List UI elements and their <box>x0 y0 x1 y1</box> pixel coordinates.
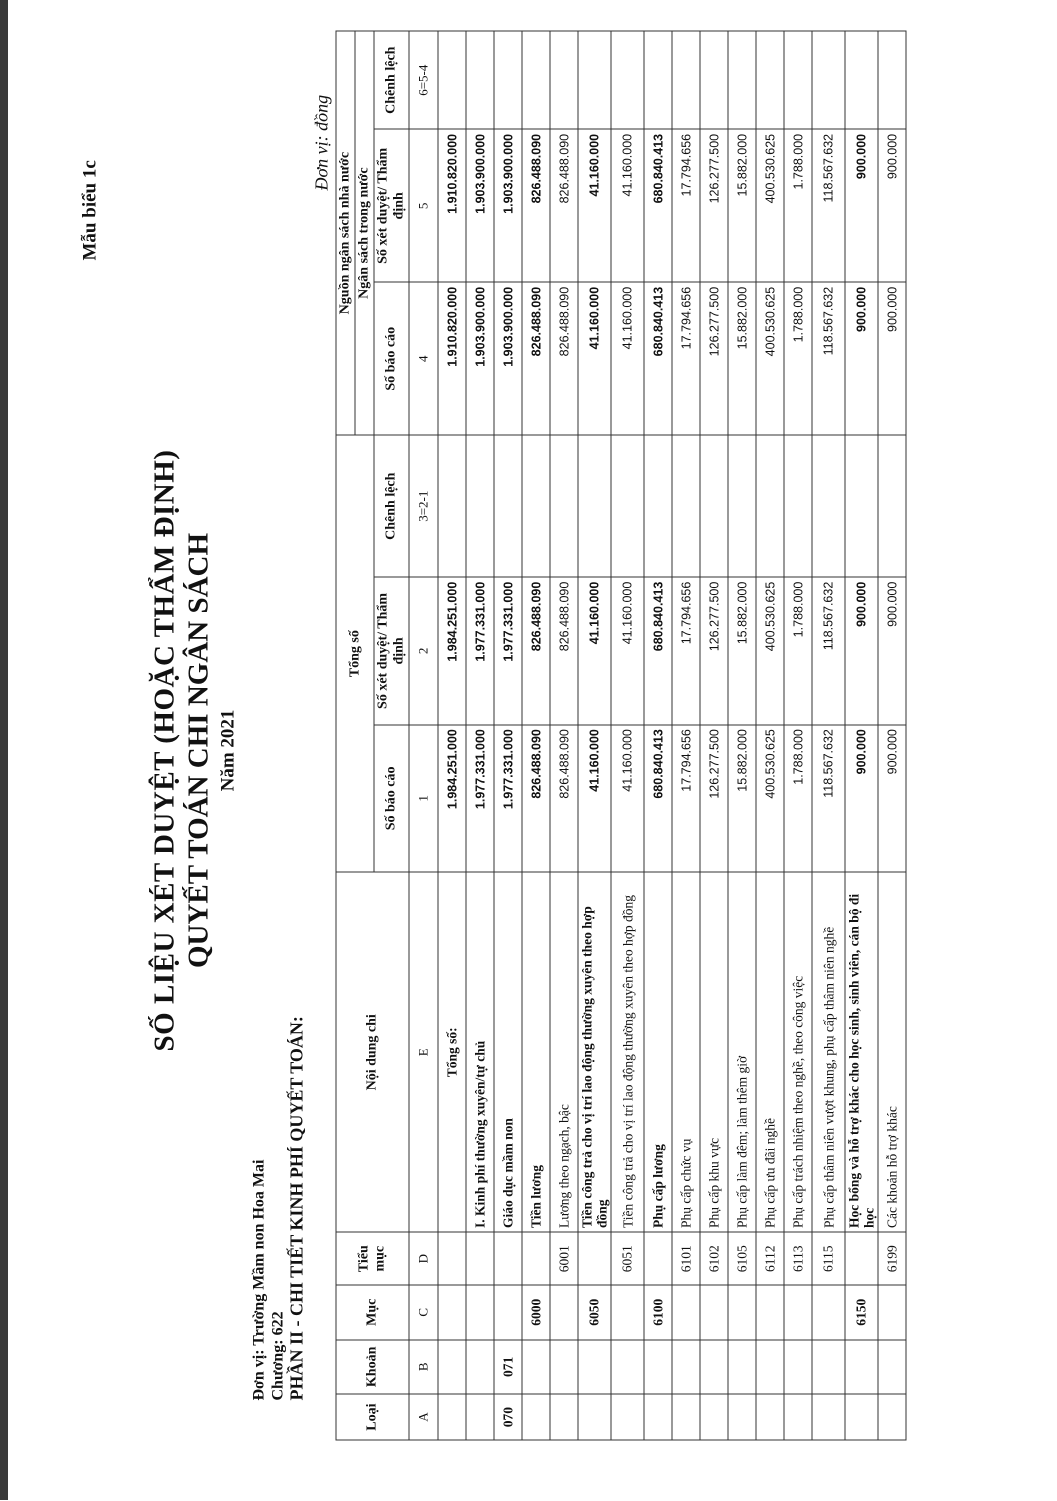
cell-tieu-muc: 6199 <box>878 1233 906 1285</box>
table-row <box>728 31 756 1440</box>
cell-chenh-lech-ns <box>756 31 784 129</box>
cell-bao-cao: 118.567.632 <box>812 725 845 872</box>
cell-khoan <box>756 1340 784 1395</box>
cell-muc: 6150 <box>845 1285 878 1340</box>
cell-tieu-muc: 6101 <box>672 1233 700 1285</box>
cell-muc <box>466 1285 494 1340</box>
cell-loai <box>728 1394 756 1440</box>
cell-tieu-muc <box>438 1233 466 1285</box>
index-cell: C <box>409 1285 438 1340</box>
cell-chenh-lech <box>672 435 700 577</box>
cell-loai <box>644 1394 672 1440</box>
cell-chenh-lech <box>644 435 672 577</box>
col-so-bao-cao: Số báo cáo <box>374 725 409 872</box>
cell-chenh-lech-ns <box>700 31 728 129</box>
cell-xet-duyet-ns: 118.567.632 <box>812 129 845 282</box>
cell-bao-cao-ns: 41.160.000 <box>578 282 611 435</box>
cell-xet-duyet: 900.000 <box>845 577 878 724</box>
cell-chenh-lech-ns <box>438 31 466 129</box>
cell-xet-duyet-ns: 126.277.500 <box>700 129 728 282</box>
cell-chenh-lech <box>728 435 756 577</box>
cell-chenh-lech <box>878 435 906 577</box>
cell-bao-cao: 1.984.251.000 <box>438 725 466 872</box>
cell-muc <box>812 1285 845 1340</box>
cell-xet-duyet: 41.160.000 <box>578 577 611 724</box>
cell-bao-cao: 680.840.413 <box>644 725 672 872</box>
cell-chenh-lech-ns <box>644 31 672 129</box>
cell-chenh-lech <box>784 435 812 577</box>
col-chenh-lech-ns: Chênh lệch <box>374 31 409 129</box>
cell-xet-duyet-ns: 1.910.820.000 <box>438 129 466 282</box>
col-chenh-lech: Chênh lệch <box>374 435 409 577</box>
cell-bao-cao-ns: 1.903.900.000 <box>494 282 522 435</box>
section-title: PHẦN II - CHI TIẾT KINH PHÍ QUYẾT TOÁN: <box>286 1016 307 1401</box>
table-row <box>494 31 522 1440</box>
cell-tieu-muc: 6102 <box>700 1233 728 1285</box>
cell-bao-cao-ns: 680.840.413 <box>644 282 672 435</box>
cell-xet-duyet-ns: 41.160.000 <box>611 129 644 282</box>
cell-xet-duyet: 118.567.632 <box>812 577 845 724</box>
cell-chenh-lech-ns <box>466 31 494 129</box>
col-muc: Mục <box>336 1285 409 1340</box>
cell-xet-duyet: 1.977.331.000 <box>494 577 522 724</box>
unit-info <box>250 1016 307 1400</box>
table-row <box>466 31 494 1440</box>
cell-muc <box>878 1285 906 1340</box>
cell-bao-cao: 900.000 <box>878 725 906 872</box>
cell-bao-cao: 17.794.656 <box>672 725 700 872</box>
index-cell: 2 <box>409 577 438 724</box>
table-row <box>878 31 906 1440</box>
cell-loai <box>578 1394 611 1440</box>
cell-khoan <box>438 1340 466 1395</box>
cell-chenh-lech-ns <box>672 31 700 129</box>
currency-unit: Đơn vị: đồng <box>311 94 332 191</box>
cell-xet-duyet-ns: 900.000 <box>845 129 878 282</box>
cell-muc: 6000 <box>522 1285 550 1340</box>
cell-xet-duyet-ns: 1.903.900.000 <box>494 129 522 282</box>
index-row <box>409 31 438 1440</box>
cell-tieu-muc <box>578 1233 611 1285</box>
cell-chenh-lech-ns <box>812 31 845 129</box>
cell-bao-cao-ns: 118.567.632 <box>812 282 845 435</box>
table-row <box>672 31 700 1440</box>
cell-bao-cao: 126.277.500 <box>700 725 728 872</box>
table-row <box>522 31 550 1440</box>
cell-khoan <box>700 1340 728 1395</box>
table-row <box>644 31 672 1440</box>
table-row <box>784 31 812 1440</box>
year-label: Năm 2021 <box>217 709 239 792</box>
cell-bao-cao-ns: 1.788.000 <box>784 282 812 435</box>
cell-xet-duyet: 680.840.413 <box>644 577 672 724</box>
cell-khoan <box>784 1340 812 1395</box>
cell-loai: 070 <box>494 1394 522 1440</box>
cell-loai <box>756 1394 784 1440</box>
cell-loai <box>466 1394 494 1440</box>
cell-desc: Tiền lương <box>522 872 550 1232</box>
index-cell: 5 <box>409 129 438 282</box>
col-so-xet-duyet: Số xét duyệt/ Thẩm định <box>374 577 409 724</box>
cell-bao-cao-ns: 826.488.090 <box>550 282 578 435</box>
col-ns-trong-nuoc: Ngân sách trong nước <box>355 31 374 435</box>
cell-bao-cao: 400.530.625 <box>756 725 784 872</box>
table-row <box>756 31 784 1440</box>
cell-khoan <box>878 1340 906 1395</box>
cell-bao-cao: 1.977.331.000 <box>494 725 522 872</box>
col-so-xet-duyet-ns: Số xét duyệt/ Thẩm định <box>374 129 409 282</box>
cell-chenh-lech <box>466 435 494 577</box>
table-row <box>812 31 845 1440</box>
cell-loai <box>550 1394 578 1440</box>
cell-muc <box>550 1285 578 1340</box>
cell-xet-duyet: 1.788.000 <box>784 577 812 724</box>
cell-desc: Phụ cấp chức vụ <box>672 872 700 1232</box>
cell-loai <box>700 1394 728 1440</box>
cell-xet-duyet-ns: 826.488.090 <box>550 129 578 282</box>
cell-khoan <box>522 1340 550 1395</box>
cell-desc: Các khoản hỗ trợ khác <box>878 872 906 1232</box>
cell-desc: Học bổng và hỗ trợ khác cho học sinh, sinh viên, cán bộ đi học <box>845 872 878 1232</box>
cell-chenh-lech-ns <box>878 31 906 129</box>
cell-bao-cao-ns: 826.488.090 <box>522 282 550 435</box>
cell-chenh-lech-ns <box>550 31 578 129</box>
index-cell: 6=5-4 <box>409 31 438 129</box>
cell-tieu-muc: 6115 <box>812 1233 845 1285</box>
cell-xet-duyet-ns: 400.530.625 <box>756 129 784 282</box>
cell-muc: 6100 <box>644 1285 672 1340</box>
col-tieu-muc: Tiểu mục <box>336 1233 409 1285</box>
cell-khoan: 071 <box>494 1340 522 1395</box>
table-row <box>611 31 644 1440</box>
cell-loai <box>878 1394 906 1440</box>
title-block <box>148 1 242 1501</box>
chapter-label: Chương: 622 <box>269 1311 287 1401</box>
cell-muc <box>728 1285 756 1340</box>
cell-chenh-lech <box>611 435 644 577</box>
table-row <box>438 31 466 1440</box>
cell-bao-cao: 1.977.331.000 <box>466 725 494 872</box>
cell-chenh-lech <box>494 435 522 577</box>
cell-tieu-muc <box>522 1233 550 1285</box>
cell-muc <box>611 1285 644 1340</box>
cell-bao-cao-ns: 900.000 <box>878 282 906 435</box>
cell-xet-duyet-ns: 900.000 <box>878 129 906 282</box>
cell-bao-cao: 41.160.000 <box>578 725 611 872</box>
cell-bao-cao-ns: 1.910.820.000 <box>438 282 466 435</box>
cell-xet-duyet: 15.882.000 <box>728 577 756 724</box>
table-row <box>578 31 611 1440</box>
cell-xet-duyet: 826.488.090 <box>550 577 578 724</box>
table-row <box>700 31 728 1440</box>
cell-muc <box>672 1285 700 1340</box>
cell-desc: Tổng số: <box>438 872 466 1232</box>
cell-tieu-muc <box>845 1233 878 1285</box>
cell-xet-duyet: 126.277.500 <box>700 577 728 724</box>
cell-desc: Phụ cấp thâm niên vượt khung, phụ cấp thâm niên nghề <box>812 872 845 1232</box>
cell-xet-duyet-ns: 17.794.656 <box>672 129 700 282</box>
cell-tieu-muc: 6112 <box>756 1233 784 1285</box>
cell-muc <box>784 1285 812 1340</box>
cell-bao-cao-ns: 15.882.000 <box>728 282 756 435</box>
cell-bao-cao: 826.488.090 <box>522 725 550 872</box>
cell-desc: Giáo dục mầm non <box>494 872 522 1232</box>
cell-xet-duyet: 17.794.656 <box>672 577 700 724</box>
cell-chenh-lech-ns <box>578 31 611 129</box>
cell-chenh-lech-ns <box>845 31 878 129</box>
col-so-bao-cao-ns: Số báo cáo <box>374 282 409 435</box>
cell-muc <box>700 1285 728 1340</box>
cell-bao-cao: 900.000 <box>845 725 878 872</box>
cell-desc: Phụ cấp khu vực <box>700 872 728 1232</box>
cell-loai <box>672 1394 700 1440</box>
index-cell: 1 <box>409 725 438 872</box>
cell-desc: Phụ cấp lương <box>644 872 672 1232</box>
cell-xet-duyet-ns: 41.160.000 <box>578 129 611 282</box>
cell-xet-duyet-ns: 826.488.090 <box>522 129 550 282</box>
cell-bao-cao: 1.788.000 <box>784 725 812 872</box>
title-line-2: QUYẾT TOÁN CHI NGÂN SÁCH <box>182 532 215 969</box>
cell-tieu-muc <box>644 1233 672 1285</box>
form-code: Mẫu biểu 1c <box>79 160 101 261</box>
cell-khoan <box>550 1340 578 1395</box>
cell-desc: Tiền công trả cho vị trí lao động thường xuyên theo hợp đồng <box>578 872 611 1232</box>
cell-loai <box>438 1394 466 1440</box>
index-cell: 4 <box>409 282 438 435</box>
cell-tieu-muc: 6001 <box>550 1233 578 1285</box>
cell-desc: I. Kinh phí thường xuyên/tự chủ <box>466 872 494 1232</box>
col-nguon-nsnn: Nguồn ngân sách nhà nước <box>336 31 355 435</box>
cell-tieu-muc: 6113 <box>784 1233 812 1285</box>
cell-khoan <box>728 1340 756 1395</box>
cell-chenh-lech-ns <box>784 31 812 129</box>
cell-tieu-muc <box>494 1233 522 1285</box>
cell-chenh-lech <box>812 435 845 577</box>
cell-chenh-lech <box>756 435 784 577</box>
cell-bao-cao: 826.488.090 <box>550 725 578 872</box>
col-tong-so: Tổng số <box>336 435 374 872</box>
cell-xet-duyet-ns: 15.882.000 <box>728 129 756 282</box>
cell-bao-cao-ns: 1.903.900.000 <box>466 282 494 435</box>
cell-chenh-lech-ns <box>494 31 522 129</box>
cell-tieu-muc <box>466 1233 494 1285</box>
index-cell: B <box>409 1340 438 1395</box>
settlement-table <box>336 31 907 1441</box>
rotated-page <box>0 1 1057 1501</box>
cell-desc: Tiền công trả cho vị trí lao động thường xuyên theo hợp đồng <box>611 872 644 1232</box>
cell-tieu-muc: 6105 <box>728 1233 756 1285</box>
cell-xet-duyet-ns: 1.903.900.000 <box>466 129 494 282</box>
col-noi-dung: Nội dung chi <box>336 872 409 1232</box>
cell-xet-duyet: 1.977.331.000 <box>466 577 494 724</box>
cell-loai <box>522 1394 550 1440</box>
cell-chenh-lech <box>845 435 878 577</box>
cell-loai <box>611 1394 644 1440</box>
cell-xet-duyet: 1.984.251.000 <box>438 577 466 724</box>
cell-bao-cao-ns: 900.000 <box>845 282 878 435</box>
cell-muc <box>438 1285 466 1340</box>
cell-xet-duyet-ns: 680.840.413 <box>644 129 672 282</box>
table-row <box>845 31 878 1440</box>
cell-xet-duyet: 400.530.625 <box>756 577 784 724</box>
cell-muc: 6050 <box>578 1285 611 1340</box>
cell-chenh-lech-ns <box>728 31 756 129</box>
cell-chenh-lech <box>700 435 728 577</box>
cell-khoan <box>845 1340 878 1395</box>
title-line-1: SỐ LIỆU XÉT DUYỆT (HOẶC THẨM ĐỊNH) <box>148 449 181 1052</box>
cell-bao-cao-ns: 400.530.625 <box>756 282 784 435</box>
cell-chenh-lech-ns <box>522 31 550 129</box>
index-cell: 3=2-1 <box>409 435 438 577</box>
cell-bao-cao-ns: 17.794.656 <box>672 282 700 435</box>
cell-bao-cao: 15.882.000 <box>728 725 756 872</box>
cell-bao-cao-ns: 41.160.000 <box>611 282 644 435</box>
cell-chenh-lech <box>522 435 550 577</box>
cell-xet-duyet: 41.160.000 <box>611 577 644 724</box>
cell-khoan <box>812 1340 845 1395</box>
cell-chenh-lech <box>438 435 466 577</box>
cell-chenh-lech <box>550 435 578 577</box>
cell-khoan <box>672 1340 700 1395</box>
col-khoan: Khoản <box>336 1340 409 1395</box>
cell-chenh-lech-ns <box>611 31 644 129</box>
cell-tieu-muc: 6051 <box>611 1233 644 1285</box>
cell-loai <box>812 1394 845 1440</box>
cell-desc: Lương theo ngạch, bậc <box>550 872 578 1232</box>
index-cell: D <box>409 1233 438 1285</box>
cell-khoan <box>578 1340 611 1395</box>
cell-bao-cao-ns: 126.277.500 <box>700 282 728 435</box>
cell-muc <box>494 1285 522 1340</box>
col-loai: Loại <box>336 1394 409 1440</box>
cell-loai <box>845 1394 878 1440</box>
index-cell: A <box>409 1394 438 1440</box>
table-row <box>550 31 578 1440</box>
cell-muc <box>756 1285 784 1340</box>
cell-desc: Phụ cấp trách nhiệm theo nghề, theo công việc <box>784 872 812 1232</box>
cell-desc: Phụ cấp làm đêm; làm thêm giờ <box>728 872 756 1232</box>
cell-khoan <box>611 1340 644 1395</box>
cell-xet-duyet: 826.488.090 <box>522 577 550 724</box>
cell-bao-cao: 41.160.000 <box>611 725 644 872</box>
cell-khoan <box>466 1340 494 1395</box>
cell-chenh-lech <box>578 435 611 577</box>
cell-loai <box>784 1394 812 1440</box>
index-cell: E <box>409 872 438 1232</box>
cell-khoan <box>644 1340 672 1395</box>
cell-xet-duyet: 900.000 <box>878 577 906 724</box>
cell-desc: Phụ cấp ưu đãi nghề <box>756 872 784 1232</box>
unit-name: Đơn vị: Trường Mầm non Hoa Mai <box>250 1159 268 1401</box>
cell-xet-duyet-ns: 1.788.000 <box>784 129 812 282</box>
